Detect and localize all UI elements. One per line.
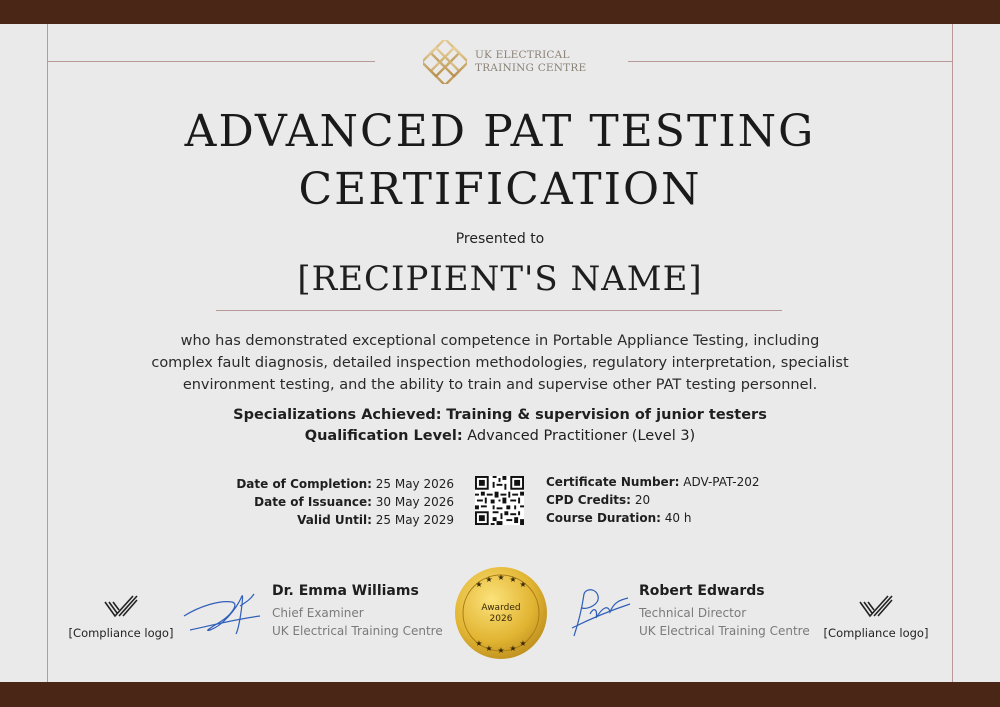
achievement-description bbox=[130, 330, 870, 396]
compliance-logo-left-label: [Compliance logo] bbox=[68, 626, 174, 640]
compliance-logo-right-label: [Compliance logo] bbox=[823, 626, 929, 640]
signature-right bbox=[568, 584, 634, 642]
cpd-credits-row bbox=[546, 491, 786, 509]
compliance-checkmark-icon bbox=[103, 594, 139, 620]
svg-text:★: ★ bbox=[485, 575, 493, 584]
header-rule-left bbox=[47, 61, 375, 62]
specializations-label: Specializations Achieved: bbox=[233, 407, 442, 423]
valid-until-label: Valid Until: bbox=[297, 513, 372, 527]
signatory-right-role: Technical Director bbox=[639, 606, 747, 620]
top-border-band bbox=[0, 0, 1000, 24]
qualification-line bbox=[0, 426, 1000, 447]
description-line: environment testing, and the ability to train and supervise other PAT testing personnel. bbox=[182, 377, 818, 393]
completion-label: Date of Completion: bbox=[236, 477, 372, 491]
svg-text:★: ★ bbox=[509, 575, 517, 584]
certificate-number-label: Certificate Number: bbox=[546, 475, 680, 489]
dates-block bbox=[200, 475, 454, 529]
brand-line-1: UK ELECTRICAL bbox=[475, 49, 570, 61]
svg-text:★: ★ bbox=[475, 639, 483, 648]
svg-text:★: ★ bbox=[497, 646, 505, 655]
knot-emblem-icon bbox=[423, 40, 467, 84]
signatory-left bbox=[272, 583, 443, 640]
compliance-logo-right bbox=[821, 594, 931, 640]
qr-code-icon bbox=[475, 476, 524, 525]
valid-until-row bbox=[200, 511, 454, 529]
svg-text:★: ★ bbox=[519, 580, 527, 589]
description-line: who has demonstrated exceptional competence in Portable Appliance Testing, including bbox=[180, 333, 820, 349]
compliance-logo-left bbox=[66, 594, 176, 640]
signatory-left-role: Chief Examiner bbox=[272, 606, 364, 620]
signatory-right-name: Robert Edwards bbox=[639, 583, 765, 599]
svg-text:★: ★ bbox=[509, 644, 517, 653]
seal-line-2: 2026 bbox=[489, 614, 513, 624]
brand-logo bbox=[423, 39, 593, 85]
signatory-right bbox=[639, 583, 810, 640]
certificate-number-row bbox=[546, 473, 786, 491]
signature-left bbox=[180, 586, 266, 638]
recipient-name: [RECIPIENT'S NAME] bbox=[297, 259, 703, 299]
seal-line-1: Awarded bbox=[481, 603, 521, 613]
certificate-title-line-2: CERTIFICATION bbox=[298, 164, 702, 215]
certificate-number-value: ADV-PAT-202 bbox=[683, 475, 760, 489]
qualification-label: Qualification Level: bbox=[304, 428, 463, 444]
recipient-underline bbox=[216, 310, 782, 311]
issuance-row bbox=[200, 493, 454, 511]
brand-name bbox=[475, 49, 586, 75]
course-duration-row bbox=[546, 509, 786, 527]
course-duration-label: Course Duration: bbox=[546, 511, 661, 525]
compliance-checkmark-icon bbox=[858, 594, 894, 620]
issuance-value: 30 May 2026 bbox=[375, 495, 454, 509]
signatory-left-name: Dr. Emma Williams bbox=[272, 583, 419, 599]
valid-until-value: 25 May 2029 bbox=[375, 513, 454, 527]
qualification-value: Advanced Practitioner (Level 3) bbox=[467, 428, 696, 444]
description-line: complex fault diagnosis, detailed inspection methodologies, regulatory interpretation, specialist bbox=[151, 355, 849, 371]
bottom-border-band bbox=[0, 682, 1000, 707]
signatory-right-org: UK Electrical Training Centre bbox=[639, 624, 810, 638]
specializations-value: Training & supervision of junior testers bbox=[446, 407, 767, 423]
svg-text:★: ★ bbox=[519, 639, 527, 648]
svg-text:★: ★ bbox=[497, 573, 505, 582]
signatory-left-org: UK Electrical Training Centre bbox=[272, 624, 443, 638]
svg-text:★: ★ bbox=[475, 580, 483, 589]
completion-row bbox=[200, 475, 454, 493]
brand-line-2: TRAINING CENTRE bbox=[475, 62, 587, 74]
header-rule-right bbox=[628, 61, 953, 62]
course-duration-value: 40 h bbox=[664, 511, 692, 525]
cpd-credits-label: CPD Credits: bbox=[546, 493, 631, 507]
certificate-title-line-1: ADVANCED PAT TESTING bbox=[184, 106, 816, 157]
cpd-credits-value: 20 bbox=[634, 493, 651, 507]
presented-to-label: Presented to bbox=[455, 231, 545, 247]
award-seal bbox=[454, 566, 548, 660]
completion-value: 25 May 2026 bbox=[375, 477, 454, 491]
issuance-label: Date of Issuance: bbox=[254, 495, 372, 509]
specializations-line bbox=[0, 405, 1000, 426]
certificate-details-block bbox=[546, 473, 786, 527]
svg-text:★: ★ bbox=[485, 644, 493, 653]
